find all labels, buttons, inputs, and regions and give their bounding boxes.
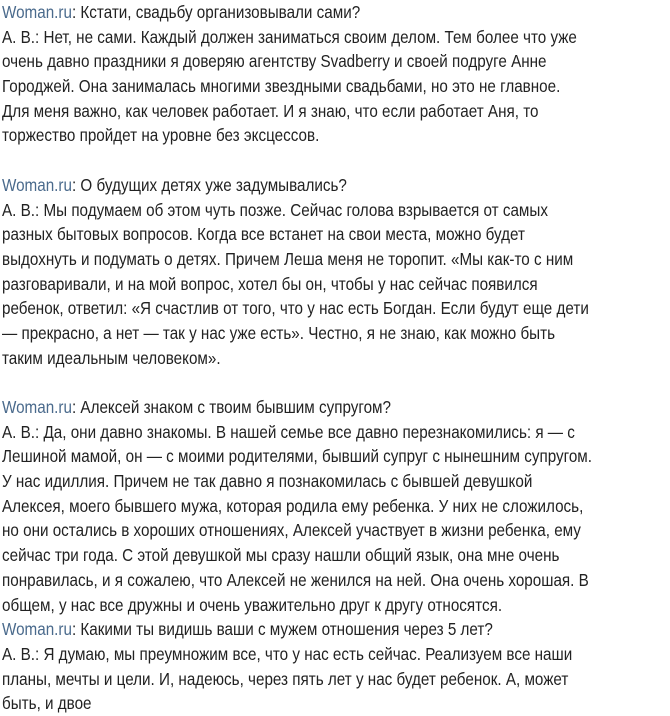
answer-line: А. В.: Нет, не сами. Каждый должен заниматься своим делом. Тем более что уже	[2, 26, 577, 47]
answer-line: У нас идиллия. Причем не так давно я познакомилась с бывшей девушкой	[2, 471, 533, 492]
answer-line: планы, мечты и цели. И, надеюсь, через пять лет у нас будет ребенок. А, может	[2, 668, 569, 689]
answer-line: таким идеальным человеком».	[2, 347, 221, 368]
answer-line: разных бытовых вопросов. Когда все встанет на свои места, можно будет	[2, 224, 525, 245]
answer-line: торжество пройдет на уровне без эксцессов.	[2, 125, 320, 146]
answer-line: разговаривали, и на мой вопрос, хотел бы он, чтобы у нас сейчас появился	[2, 273, 538, 294]
answer-line: очень давно праздники я доверяю агентству Svadberry и своей подруге Анне	[2, 51, 547, 72]
qa-block	[2, 0, 670, 148]
question-line	[2, 173, 670, 198]
answer-line: понравилась, и я сожалею, что Алексей не женился на ней. Она очень хорошая. В	[2, 569, 589, 590]
source-label: Woman.ru	[2, 619, 72, 640]
question-line	[2, 0, 670, 25]
question-text: : Кстати, свадьбу организовывали сами?	[71, 2, 361, 22]
qa-block	[2, 617, 670, 716]
answer-line: А. В.: Мы подумаем об этом чуть позже. Сейчас голова взрывается от самых	[2, 199, 548, 220]
question-line	[2, 395, 670, 420]
answer-line: но они остались в хороших отношениях, Алексей участвует в жизни ребенка, ему	[2, 520, 581, 541]
answer-line: сейчас три года. С этой девушкой мы сразу нашли общий язык, она мне очень	[2, 545, 560, 566]
answer-line: ребенок, ответил: «Я счастлив от того, что у нас есть Богдан. Если будут еще дети	[2, 298, 589, 319]
question-text: : Алексей знаком с твоим бывшим супругом?	[71, 397, 391, 417]
interview-article	[2, 0, 670, 716]
answer-line: выдохнуть и подумать о детях. Причем Леша меня не торопит. «Мы как-то с ним	[2, 248, 574, 269]
question-text: : Какими ты видишь ваши с мужем отношения через 5 лет?	[71, 619, 493, 640]
answer-line: Городжей. Она занималась многими звездными свадьбами, но это не главное.	[2, 76, 561, 97]
answer-line: Для меня важно, как человек работает. И я знаю, что если работает Аня, то	[2, 100, 539, 121]
answer-line: А. В.: Да, они давно знакомы. В нашей семье все давно перезнакомились: я — с	[2, 421, 575, 442]
qa-block	[2, 395, 670, 617]
paragraph-spacer	[2, 370, 670, 395]
answer-line: Лешиной мамой, он — с моими родителями, бывший супруг с нынешним супругом.	[2, 446, 593, 467]
answer-line: общем, у нас все дружны и очень уважительно друг к другу относятся.	[2, 594, 503, 615]
source-label: Woman.ru	[2, 397, 72, 417]
answer-line: — прекрасно, а нет — так у нас уже есть». Честно, я не знаю, как можно быть	[2, 322, 556, 343]
source-label: Woman.ru	[2, 174, 72, 195]
question-line	[2, 617, 670, 642]
paragraph-spacer	[2, 148, 670, 173]
answer-line: А. В.: Я думаю, мы преумножим все, что у нас есть сейчас. Реализуем все наши	[2, 643, 573, 664]
answer-line: быть, и двое	[2, 693, 92, 714]
question-text: : О будущих детях уже задумывались?	[71, 174, 347, 195]
qa-block	[2, 173, 670, 371]
answer-line: Алексея, моего бывшего мужа, которая родила ему ребенка. У них не сложилось,	[2, 495, 584, 516]
source-label: Woman.ru	[2, 2, 72, 22]
